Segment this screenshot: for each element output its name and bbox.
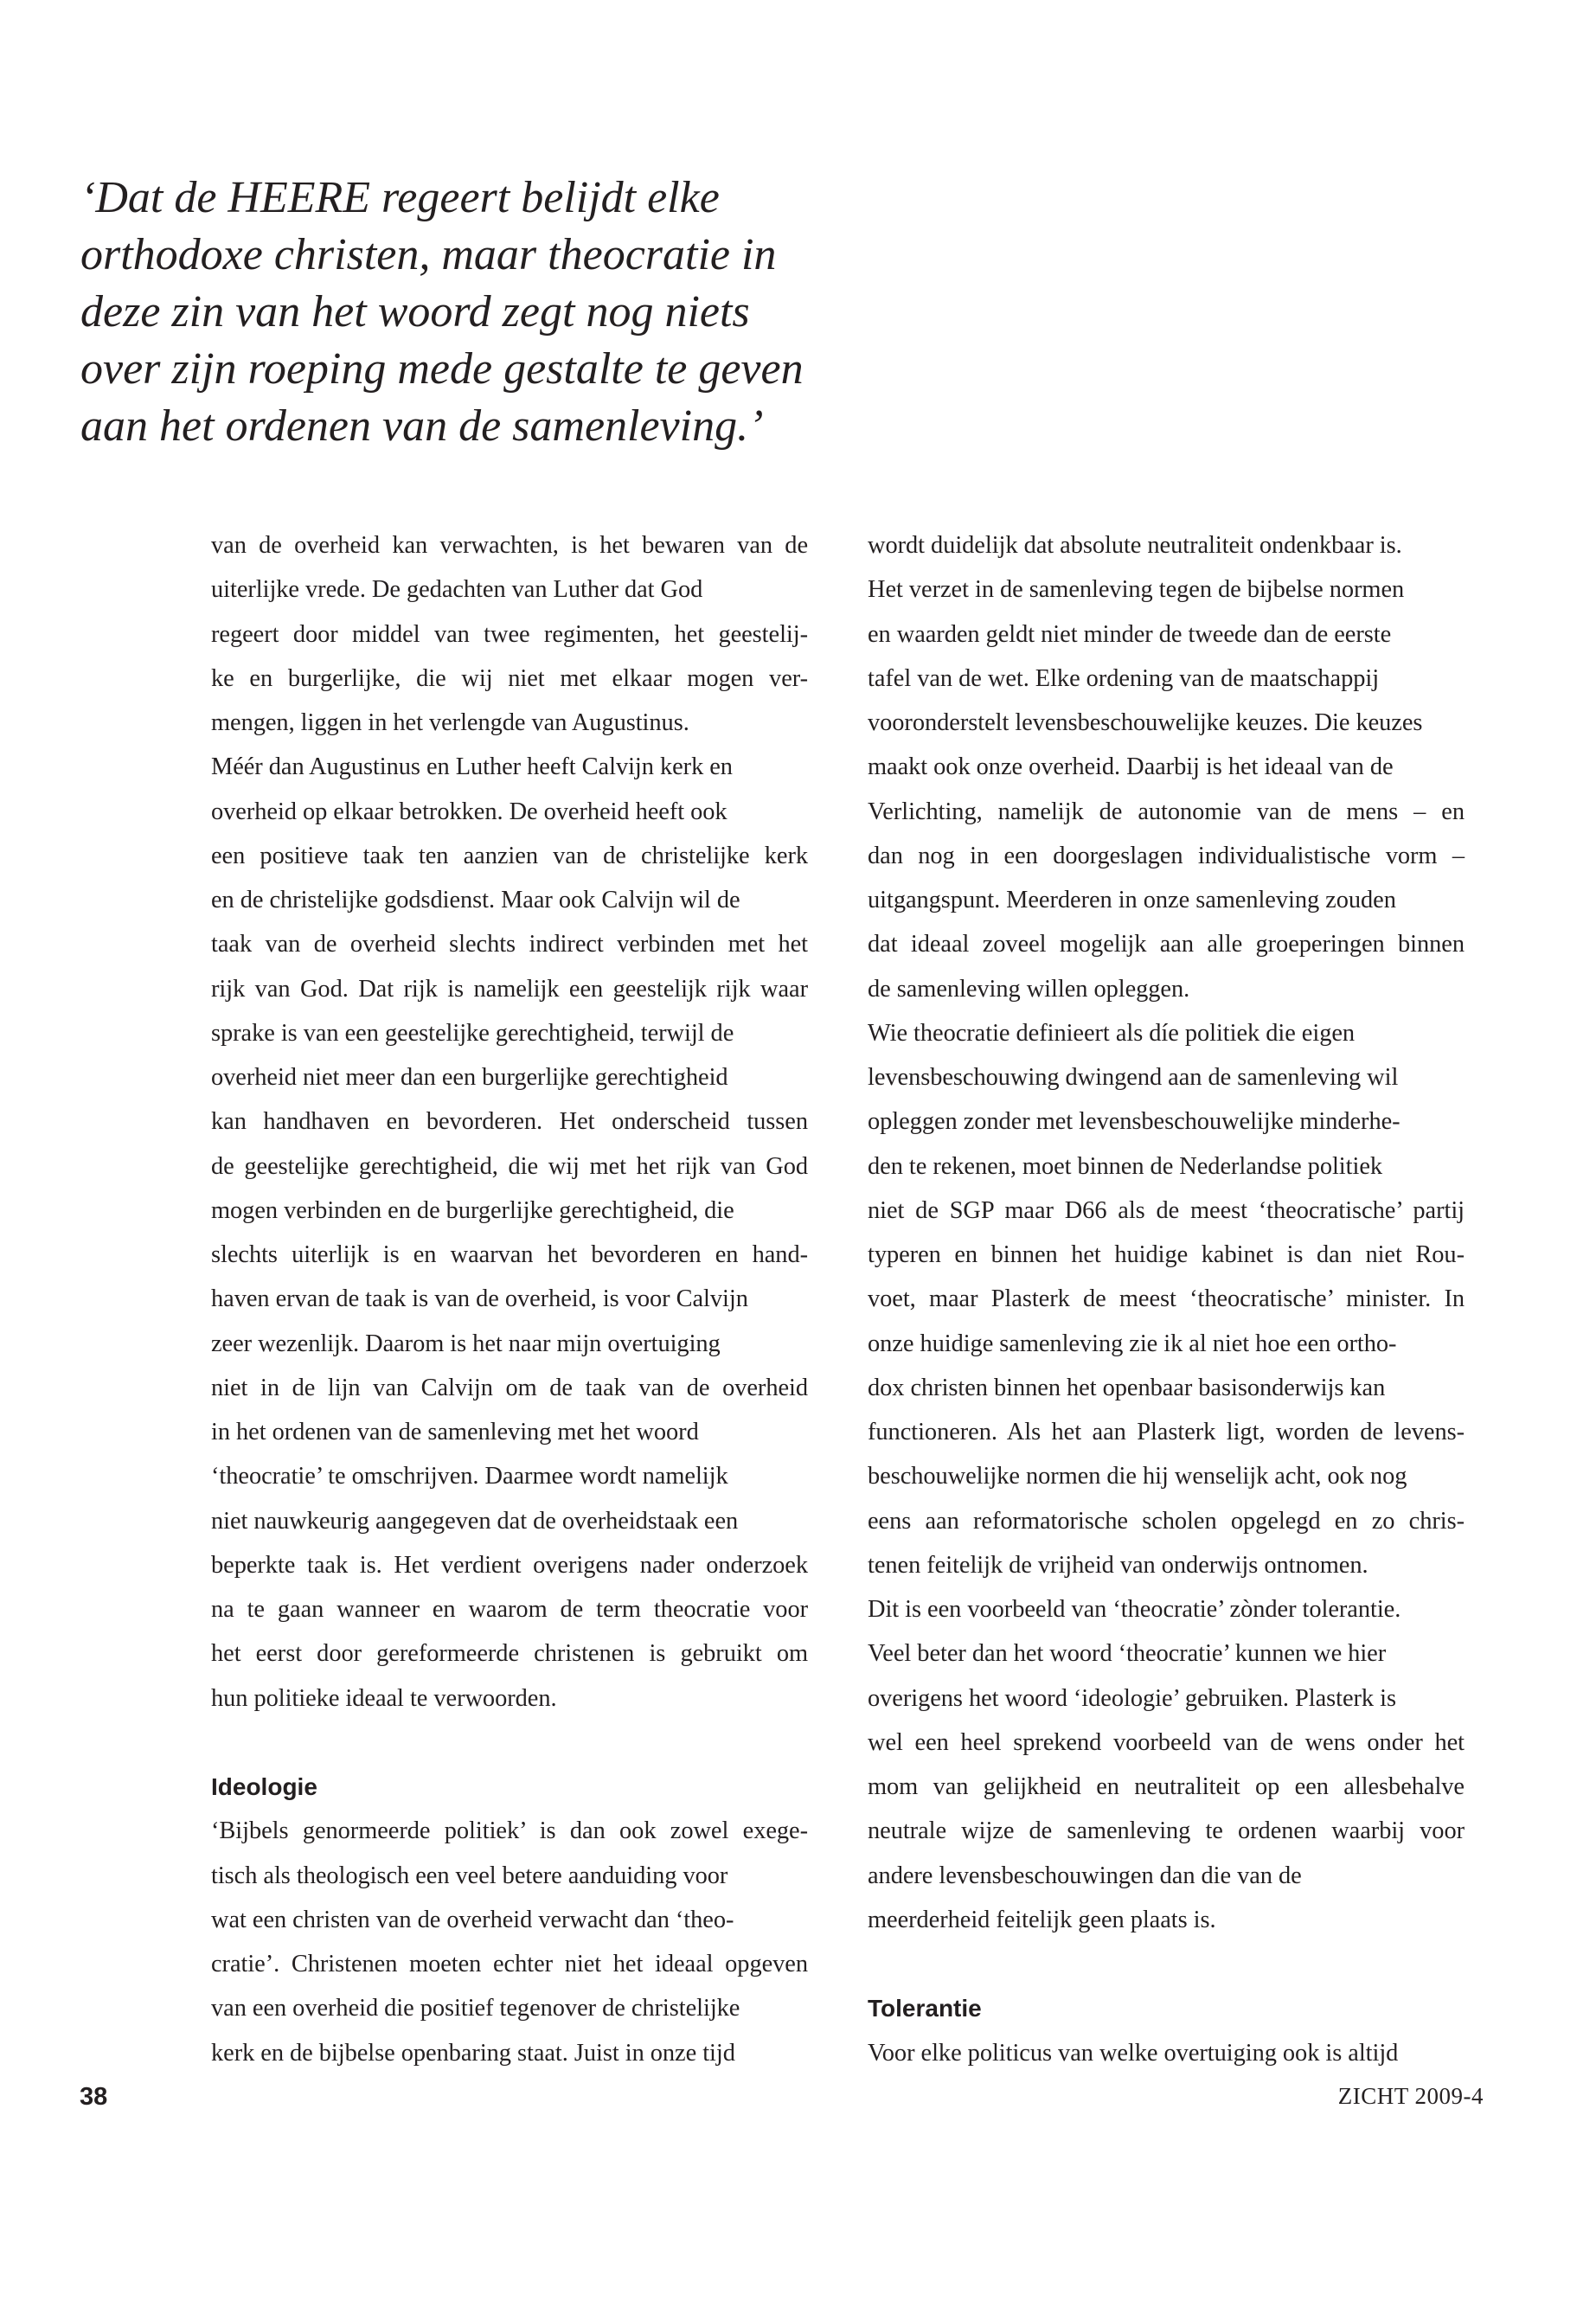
page-number: 38: [80, 2083, 108, 2111]
text-line: en waarden geldt niet minder de tweede dan de eerste: [868, 620, 1392, 648]
text-line: mengen, liggen in het verlengde van Augustinus.: [211, 709, 689, 736]
text-line: uiterlijke vrede. De gedachten van Luther dat God: [211, 576, 703, 604]
text-line: tenen feitelijk de vrijheid van onderwijs ontnomen.: [868, 1551, 1368, 1579]
text-line: Voor elke politicus van welke overtuiging ook is altijd: [868, 2039, 1399, 2067]
text-line: Verlichting, namelijk de autonomie van de mens – en: [868, 798, 1465, 825]
right-paragraph-1: [868, 523, 1465, 1942]
text-line: sprake is van een geestelijke gerechtigheid, terwijl de: [211, 1019, 734, 1047]
text-line: functioneren. Als het aan Plasterk ligt, worden de levens-: [868, 1419, 1465, 1445]
text-line: het eerst door gereformeerde christenen is gebruikt om: [211, 1640, 808, 1668]
text-line: overheid niet meer dan een burgerlijke gerechtigheid: [211, 1064, 728, 1091]
text-line: meerderheid feitelijk geen plaats is.: [868, 1906, 1216, 1933]
text-line: overigens het woord ‘ideologie’ gebruiken. Plasterk is: [868, 1684, 1396, 1712]
text-line: na te gaan wanneer en waarom de term theocratie voor: [211, 1596, 808, 1623]
text-line: niet nauwkeurig aangegeven dat de overheidstaak een: [211, 1507, 739, 1535]
text-line: haven ervan de taak is van de overheid, is voor Calvijn: [211, 1285, 748, 1313]
text-line: kerk en de bijbelse openbaring staat. Juist in onze tijd: [211, 2039, 735, 2067]
section-heading-ideologie: Ideologie: [211, 1773, 317, 1800]
text-line: opleggen zonder met levensbeschouwelijke minderhe-: [868, 1108, 1401, 1136]
text-line: tisch als theologisch een veel betere aanduiding voor: [211, 1862, 728, 1889]
pull-quote-line: orthodoxe christen, maar theocratie in: [80, 230, 777, 279]
text-line: wat een christen van de overheid verwacht dan ‘theo-: [211, 1906, 734, 1933]
text-line: tafel van de wet. Elke ordening van de maatschappij: [868, 664, 1380, 692]
text-line: in het ordenen van de samenleving met het woord: [211, 1419, 699, 1445]
pull-quote: [80, 170, 859, 455]
text-line: de geestelijke gerechtigheid, die wij met het rijk van God: [211, 1152, 808, 1180]
text-line: overheid op elkaar betrokken. De overheid heeft ook: [211, 798, 727, 825]
section-heading-tolerantie: Tolerantie: [868, 1995, 982, 2022]
text-line: van een overheid die positief tegenover de christelijke: [211, 1995, 740, 2022]
text-line: Wie theocratie definieert als díe politiek die eigen: [868, 1019, 1356, 1047]
text-line: neutrale wijze de samenleving te ordenen waarbij voor: [868, 1817, 1465, 1845]
text-line: niet de SGP maar D66 als de meest ‘theocratische’ partij: [868, 1196, 1465, 1224]
text-line: en de christelijke godsdienst. Maar ook Calvijn wil de: [211, 887, 740, 913]
text-line: voet, maar Plasterk de meest ‘theocratische’ minister. In: [868, 1285, 1465, 1313]
text-line: kan handhaven en bevorderen. Het onderscheid tussen: [211, 1108, 808, 1136]
text-line: Dit is een voorbeeld van ‘theocratie’ zònder tolerantie.: [868, 1596, 1401, 1623]
text-line: regeert door middel van twee regimenten, het geestelij-: [211, 620, 808, 648]
text-line: wordt duidelijk dat absolute neutraliteit ondenkbaar is.: [868, 532, 1402, 559]
pull-quote-line: ‘Dat de HEERE regeert belijdt elke: [80, 173, 720, 222]
left-paragraph-1: [211, 523, 808, 1721]
right-column: [868, 523, 1465, 2075]
left-paragraph-2: [211, 1809, 808, 2075]
text-line: ke en burgerlijke, die wij niet met elkaar mogen ver-: [211, 664, 808, 692]
text-line: dat ideaal zoveel mogelijk aan alle groeperingen binnen: [868, 931, 1465, 958]
text-line: mom van gelijkheid en neutraliteit op een allesbehalve: [868, 1773, 1465, 1800]
pull-quote-line: deze zin van het woord zegt nog niets: [80, 287, 750, 336]
text-line: slechts uiterlijk is en waarvan het bevorderen en hand-: [211, 1241, 808, 1268]
text-line: andere levensbeschouwingen dan die van de: [868, 1862, 1302, 1889]
text-line: dox christen binnen het openbaar basisonderwijs kan: [868, 1374, 1386, 1401]
text-line: onze huidige samenleving zie ik al niet hoe een ortho-: [868, 1330, 1397, 1357]
text-line: van de overheid kan verwachten, is het bewaren van de: [211, 532, 808, 559]
text-line: dan nog in een doorgeslagen individualistische vorm –: [868, 842, 1465, 869]
paragraph-gap: [868, 1942, 1465, 1986]
text-line: Veel beter dan het woord ‘theocratie’ kunnen we hier: [868, 1640, 1387, 1668]
text-line: een positieve taak ten aanzien van de christelijke kerk: [211, 842, 808, 869]
text-line: ‘theocratie’ te omschrijven. Daarmee wordt namelijk: [211, 1463, 728, 1490]
text-line: taak van de overheid slechts indirect verbinden met het: [211, 931, 808, 958]
text-line: Het verzet in de samenleving tegen de bijbelse normen: [868, 576, 1405, 604]
text-line: ‘Bijbels genormeerde politiek’ is dan ook zowel exege-: [211, 1817, 808, 1845]
text-line: zeer wezenlijk. Daarom is het naar mijn overtuiging: [211, 1330, 721, 1357]
journal-issue: ZICHT 2009-4: [1337, 2083, 1484, 2109]
text-line: typeren en binnen het huidige kabinet is dan niet Rou-: [868, 1241, 1465, 1268]
text-line: niet in de lijn van Calvijn om de taak van de overheid: [211, 1374, 808, 1401]
text-line: mogen verbinden en de burgerlijke gerechtigheid, die: [211, 1196, 734, 1224]
paragraph-gap: [211, 1721, 808, 1765]
left-column: [211, 523, 808, 2075]
pull-quote-line: aan het ordenen van de samenleving.’: [80, 401, 764, 451]
text-line: levensbeschouwing dwingend aan de samenleving wil: [868, 1064, 1399, 1091]
pull-quote-line: over zijn roeping mede gestalte te geven: [80, 344, 804, 394]
text-line: den te rekenen, moet binnen de Nederlandse politiek: [868, 1152, 1383, 1180]
right-paragraph-2: [868, 2031, 1465, 2075]
text-line: uitgangspunt. Meerderen in onze samenleving zouden: [868, 887, 1396, 913]
text-line: beperkte taak is. Het verdient overigens nader onderzoek: [211, 1551, 808, 1579]
text-line: beschouwelijke normen die hij wenselijk acht, ook nog: [868, 1463, 1407, 1490]
text-line: hun politieke ideaal te verwoorden.: [211, 1684, 557, 1712]
text-line: cratie’. Christenen moeten echter niet het ideaal opgeven: [211, 1951, 808, 1977]
text-line: eens aan reformatorische scholen opgelegd en zo chris-: [868, 1507, 1465, 1535]
text-line: de samenleving willen opleggen.: [868, 975, 1190, 1003]
text-line: Méér dan Augustinus en Luther heeft Calvijn kerk en: [211, 753, 733, 781]
text-line: wel een heel sprekend voorbeeld van de wens onder het: [868, 1728, 1465, 1756]
text-line: rijk van God. Dat rijk is namelijk een geestelijk rijk waar: [211, 975, 808, 1003]
text-line: vooronderstelt levensbeschouwelijke keuzes. Die keuzes: [868, 709, 1423, 736]
text-line: maakt ook onze overheid. Daarbij is het ideaal van de: [868, 753, 1394, 781]
